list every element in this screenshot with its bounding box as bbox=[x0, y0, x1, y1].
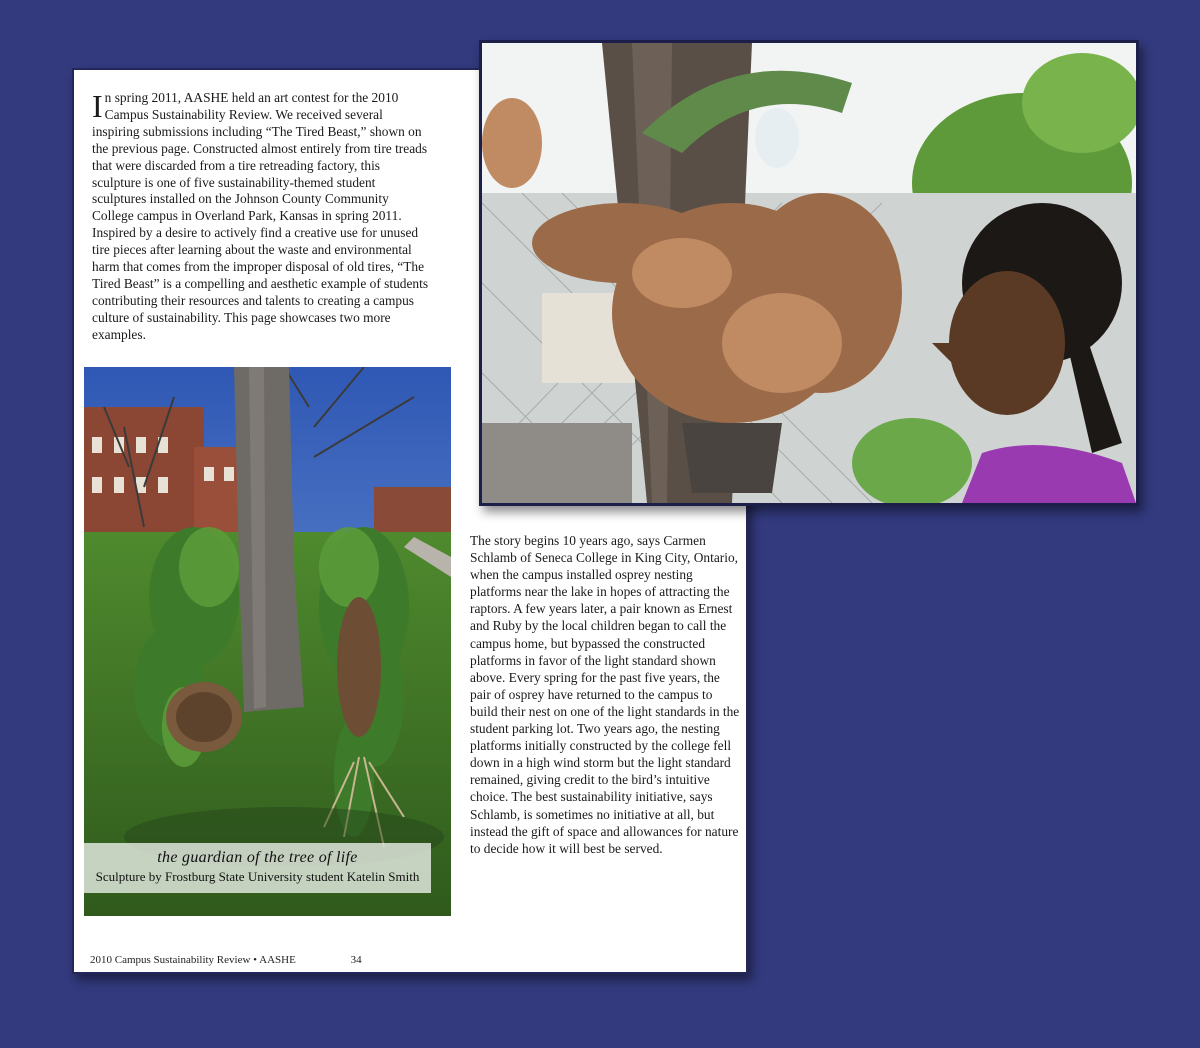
intro-text: n spring 2011, AASHE held an art contest for the 2010 Campus Sustainability Review. We received several inspiring submissions including “The Tired Beast,” shown on the previous page. Constructed almost entirely from tire treads that were discarded from a tire retreading factory, this sculpture is one of five sustainability-themed student sculptures installed on the Johnson County Community College campus in Overland Park, Kansas in spring 2011. Inspired by a desire to actively find a creative use for unused tire pieces after learning about the waste and environmental harm that comes from the improper disposal of old tires, “The Tired Beast” is a compelling and aesthetic example of students contributing their resources and talents to creating a campus culture of sustainability. This page showcases two more examples. bbox=[92, 90, 429, 342]
intro-paragraph bbox=[92, 90, 432, 344]
page-footer bbox=[90, 954, 362, 966]
caption-title: the guardian of the tree of life bbox=[157, 849, 358, 866]
story-paragraph: The story begins 10 years ago, says Carmen Schlamb of Seneca College in King City, Ontario, when the campus installed osprey nesting platforms near the lake in hopes of attracting the raptors. A few years later, a pair known as Ernest and Ruby by the local children began to call the campus home, but bypassed the constructed platforms in favor of the light standard shown above. Every spring for the past five years, the pair of osprey have returned to the campus to build their nest on one of the light standards in the student parking lot. Two years ago, the nesting platforms initially constructed by the college fell down in a high wind storm but the light standard remained, giving credit to the bird’s intuitive choice. The best sustainability initiative, says Schlamb, is sometimes no initiative at all, but instead the gift of space and allowances for nature to decide how it will best be served. bbox=[470, 533, 740, 856]
sculpture-photo bbox=[84, 367, 451, 916]
publication-name: 2010 Campus Sustainability Review • AASHE bbox=[90, 954, 296, 966]
osprey-sculpture-photo bbox=[479, 40, 1139, 506]
photo-caption bbox=[84, 843, 431, 893]
page-number: 34 bbox=[350, 954, 362, 966]
drop-cap: I bbox=[92, 88, 103, 124]
leaf-sculpture-illustration bbox=[482, 43, 1136, 503]
caption-credit: Sculpture by Frostburg State University student Katelin Smith bbox=[95, 869, 420, 884]
sculpture-illustration bbox=[84, 367, 451, 916]
